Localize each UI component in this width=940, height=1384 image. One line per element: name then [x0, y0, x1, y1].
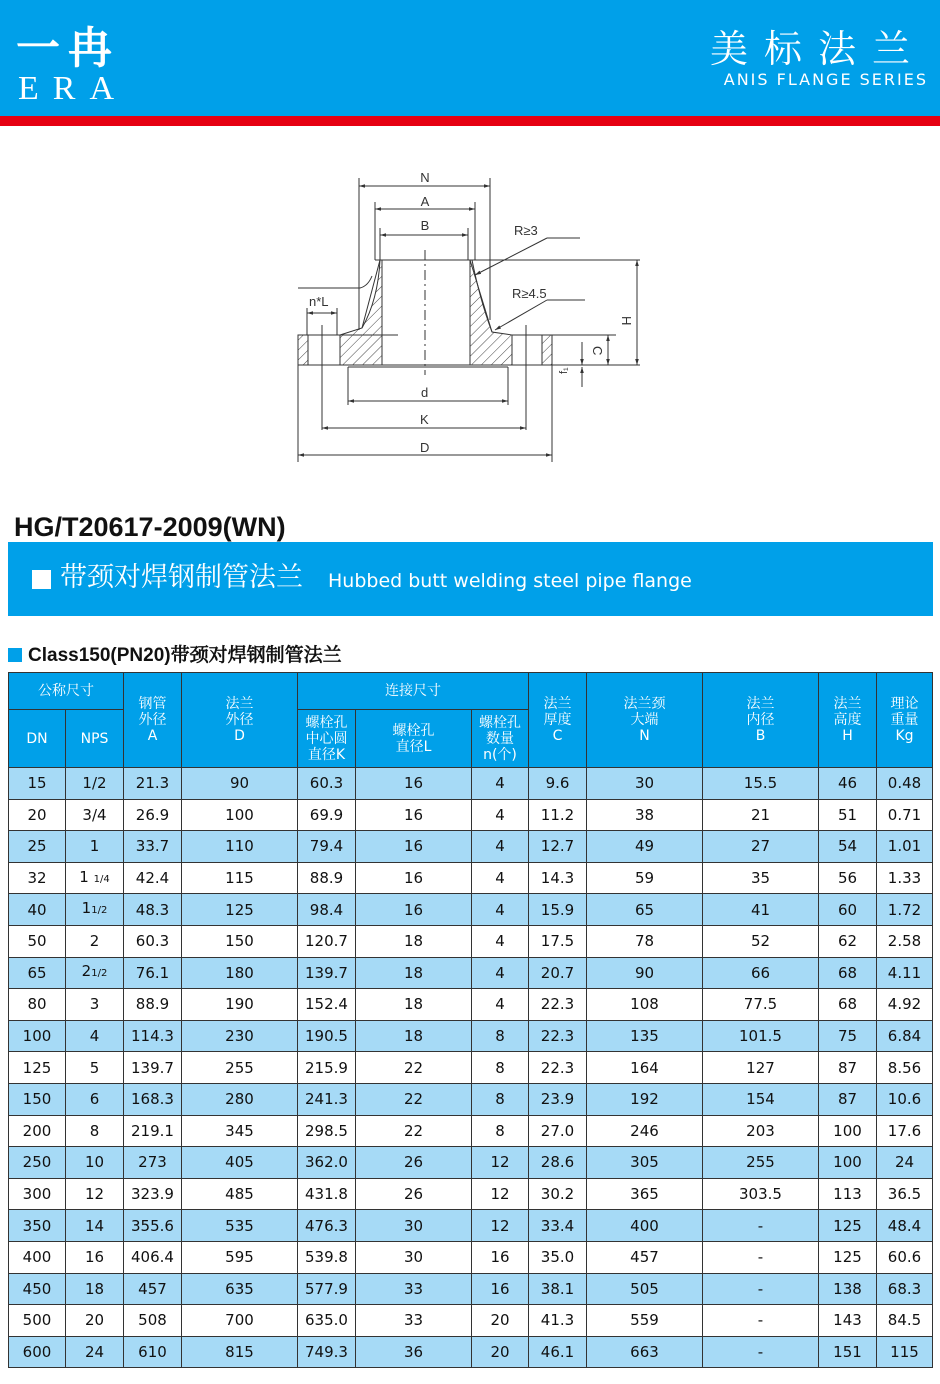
cell-thickness: 15.9 [529, 894, 587, 926]
cell-neck: 505 [587, 1273, 703, 1305]
cell-bolt-circle: 120.7 [298, 925, 356, 957]
table-row [9, 989, 933, 1021]
cell-inner-diameter: 27 [703, 831, 819, 863]
cell-inner-diameter: - [703, 1241, 819, 1273]
cell-dn: 15 [9, 768, 66, 800]
cell-flange-od: 700 [182, 1305, 298, 1337]
cell-bolt-hole: 16 [356, 894, 472, 926]
cell-bolt-count: 16 [472, 1241, 529, 1273]
cell-bolt-circle: 69.9 [298, 799, 356, 831]
cell-height: 46 [819, 768, 877, 800]
cell-flange-od: 115 [182, 862, 298, 894]
label-k: K [420, 412, 429, 427]
cell-weight: 4.11 [877, 957, 933, 989]
cell-height: 138 [819, 1273, 877, 1305]
hatch-left-ring [298, 335, 308, 365]
cell-nps: 14 [66, 1210, 124, 1242]
cell-bolt-circle: 539.8 [298, 1241, 356, 1273]
cell-pipe-od: 168.3 [124, 1083, 182, 1115]
cell-bolt-circle: 577.9 [298, 1273, 356, 1305]
cell-dn: 600 [9, 1336, 66, 1368]
cell-nps: 12 [66, 1178, 124, 1210]
cell-bolt-hole: 30 [356, 1241, 472, 1273]
cell-dn: 400 [9, 1241, 66, 1273]
cell-neck: 78 [587, 925, 703, 957]
cell-thickness: 35.0 [529, 1241, 587, 1273]
cell-pipe-od: 273 [124, 1147, 182, 1179]
cell-bolt-hole: 16 [356, 862, 472, 894]
square-bullet-icon [32, 570, 51, 589]
cell-nps: 10 [66, 1147, 124, 1179]
flange-technical-drawing [280, 160, 660, 470]
cell-height: 113 [819, 1178, 877, 1210]
cell-bolt-hole: 33 [356, 1273, 472, 1305]
header-nominal-size: 公称尺寸 [9, 673, 124, 710]
cell-bolt-count: 4 [472, 957, 529, 989]
cell-pipe-od: 21.3 [124, 768, 182, 800]
cell-weight: 84.5 [877, 1305, 933, 1337]
cell-neck: 90 [587, 957, 703, 989]
cell-dn: 80 [9, 989, 66, 1021]
cell-neck: 65 [587, 894, 703, 926]
cell-inner-diameter: 52 [703, 925, 819, 957]
cell-bolt-circle: 749.3 [298, 1336, 356, 1368]
cell-bolt-count: 12 [472, 1210, 529, 1242]
cell-height: 87 [819, 1083, 877, 1115]
cell-inner-diameter: 303.5 [703, 1178, 819, 1210]
cell-bolt-circle: 362.0 [298, 1147, 356, 1179]
table-row [9, 894, 933, 926]
cell-neck: 365 [587, 1178, 703, 1210]
cell-thickness: 27.0 [529, 1115, 587, 1147]
cell-nps: 24 [66, 1336, 124, 1368]
cell-dn: 200 [9, 1115, 66, 1147]
cell-pipe-od: 76.1 [124, 957, 182, 989]
cell-height: 62 [819, 925, 877, 957]
cell-nps: 3/4 [66, 799, 124, 831]
cell-bolt-count: 20 [472, 1305, 529, 1337]
cell-bolt-count: 8 [472, 1083, 529, 1115]
cell-inner-diameter: 35 [703, 862, 819, 894]
cell-pipe-od: 33.7 [124, 831, 182, 863]
cell-weight: 1.01 [877, 831, 933, 863]
drawing-lines [298, 178, 640, 462]
cell-neck: 305 [587, 1147, 703, 1179]
cell-neck: 559 [587, 1305, 703, 1337]
cell-nps: 4 [66, 1020, 124, 1052]
cell-weight: 115 [877, 1336, 933, 1368]
cell-weight: 36.5 [877, 1178, 933, 1210]
cell-height: 68 [819, 957, 877, 989]
cell-thickness: 22.3 [529, 1052, 587, 1084]
cell-thickness: 46.1 [529, 1336, 587, 1368]
cell-height: 51 [819, 799, 877, 831]
cell-pipe-od: 42.4 [124, 862, 182, 894]
cell-height: 68 [819, 989, 877, 1021]
cell-flange-od: 535 [182, 1210, 298, 1242]
cell-thickness: 9.6 [529, 768, 587, 800]
cell-flange-od: 595 [182, 1241, 298, 1273]
cell-bolt-circle: 635.0 [298, 1305, 356, 1337]
cell-bolt-count: 4 [472, 989, 529, 1021]
cell-thickness: 41.3 [529, 1305, 587, 1337]
cell-dn: 300 [9, 1178, 66, 1210]
table-row [9, 831, 933, 863]
cell-neck: 49 [587, 831, 703, 863]
cell-height: 151 [819, 1336, 877, 1368]
cell-weight: 8.56 [877, 1052, 933, 1084]
cell-bolt-hole: 18 [356, 989, 472, 1021]
label-f1: f₁ [558, 367, 570, 374]
cell-bolt-count: 8 [472, 1052, 529, 1084]
cell-height: 100 [819, 1147, 877, 1179]
cell-bolt-hole: 18 [356, 957, 472, 989]
header-weight: 理论 重量 Kg [877, 673, 933, 768]
cell-flange-od: 110 [182, 831, 298, 863]
cell-flange-od: 345 [182, 1115, 298, 1147]
cell-bolt-circle: 298.5 [298, 1115, 356, 1147]
cell-dn: 65 [9, 957, 66, 989]
header-connection-size: 连接尺寸 [298, 673, 529, 710]
cell-weight: 0.48 [877, 768, 933, 800]
label-a: A [420, 194, 430, 209]
header-pipe-od: 钢管 外径 A [124, 673, 182, 768]
hatch-right-ring [542, 335, 552, 365]
cell-thickness: 33.4 [529, 1210, 587, 1242]
cell-bolt-count: 12 [472, 1178, 529, 1210]
table-row [9, 1336, 933, 1368]
cell-bolt-hole: 16 [356, 831, 472, 863]
cell-inner-diameter: 21 [703, 799, 819, 831]
cell-bolt-hole: 22 [356, 1052, 472, 1084]
cell-weight: 2.58 [877, 925, 933, 957]
cell-height: 125 [819, 1210, 877, 1242]
cell-bolt-hole: 30 [356, 1210, 472, 1242]
header-bar [0, 0, 940, 116]
cell-inner-diameter: - [703, 1305, 819, 1337]
banner-title-chinese: 带颈对焊钢制管法兰 [60, 562, 303, 593]
cell-pipe-od: 114.3 [124, 1020, 182, 1052]
cell-height: 100 [819, 1115, 877, 1147]
cell-bolt-count: 20 [472, 1336, 529, 1368]
header-flange-height: 法兰 高度 H [819, 673, 877, 768]
header-divider [0, 116, 940, 126]
cell-bolt-count: 8 [472, 1115, 529, 1147]
cell-thickness: 28.6 [529, 1147, 587, 1179]
table-body [9, 768, 933, 1368]
table-row [9, 1210, 933, 1242]
cell-pipe-od: 406.4 [124, 1241, 182, 1273]
cell-height: 143 [819, 1305, 877, 1337]
cell-dn: 40 [9, 894, 66, 926]
cell-thickness: 23.9 [529, 1083, 587, 1115]
cell-neck: 246 [587, 1115, 703, 1147]
cell-pipe-od: 88.9 [124, 989, 182, 1021]
cell-inner-diameter: 66 [703, 957, 819, 989]
cell-neck: 192 [587, 1083, 703, 1115]
cell-neck: 30 [587, 768, 703, 800]
label-n: N [420, 170, 430, 185]
standard-title: HG/T20617-2009(WN) [14, 512, 286, 542]
cell-neck: 38 [587, 799, 703, 831]
label-h: H [619, 316, 634, 326]
cell-nps: 21/2 [66, 957, 124, 989]
label-r45: R≥4.5 [512, 286, 547, 301]
cell-thickness: 22.3 [529, 989, 587, 1021]
cell-nps: 16 [66, 1241, 124, 1273]
cell-dn: 100 [9, 1020, 66, 1052]
cell-pipe-od: 26.9 [124, 799, 182, 831]
cell-inner-diameter: 41 [703, 894, 819, 926]
cell-neck: 663 [587, 1336, 703, 1368]
cell-flange-od: 255 [182, 1052, 298, 1084]
cell-flange-od: 100 [182, 799, 298, 831]
cell-pipe-od: 610 [124, 1336, 182, 1368]
cell-weight: 10.6 [877, 1083, 933, 1115]
table-row [9, 1273, 933, 1305]
cell-pipe-od: 139.7 [124, 1052, 182, 1084]
cell-flange-od: 180 [182, 957, 298, 989]
table-row [9, 957, 933, 989]
cell-neck: 457 [587, 1241, 703, 1273]
cell-thickness: 30.2 [529, 1178, 587, 1210]
cell-inner-diameter: - [703, 1210, 819, 1242]
cell-nps: 11/2 [66, 894, 124, 926]
cell-weight: 1.33 [877, 862, 933, 894]
cell-nps: 1 [66, 831, 124, 863]
cell-flange-od: 230 [182, 1020, 298, 1052]
cell-neck: 400 [587, 1210, 703, 1242]
table-row [9, 1083, 933, 1115]
cell-weight: 6.84 [877, 1020, 933, 1052]
cell-thickness: 11.2 [529, 799, 587, 831]
cell-bolt-count: 4 [472, 799, 529, 831]
header-dn: DN [9, 710, 66, 768]
cell-inner-diameter: - [703, 1336, 819, 1368]
cell-bolt-count: 4 [472, 925, 529, 957]
cell-weight: 24 [877, 1147, 933, 1179]
cell-bolt-hole: 36 [356, 1336, 472, 1368]
table-row [9, 768, 933, 800]
cell-weight: 60.6 [877, 1241, 933, 1273]
cell-bolt-circle: 190.5 [298, 1020, 356, 1052]
cell-thickness: 14.3 [529, 862, 587, 894]
label-r3: R≥3 [514, 223, 538, 238]
label-d-small: d [421, 385, 429, 400]
header-flange-od: 法兰 外径 D [182, 673, 298, 768]
table-row [9, 1052, 933, 1084]
header-bolt-hole-diameter: 螺栓孔 直径L [356, 710, 472, 768]
cell-pipe-od: 48.3 [124, 894, 182, 926]
section-banner [8, 542, 933, 616]
cell-bolt-hole: 22 [356, 1083, 472, 1115]
cell-dn: 20 [9, 799, 66, 831]
cell-nps: 18 [66, 1273, 124, 1305]
cell-bolt-count: 4 [472, 862, 529, 894]
cell-bolt-circle: 215.9 [298, 1052, 356, 1084]
cell-height: 60 [819, 894, 877, 926]
cell-thickness: 20.7 [529, 957, 587, 989]
cell-bolt-hole: 26 [356, 1147, 472, 1179]
cell-weight: 48.4 [877, 1210, 933, 1242]
cell-bolt-circle: 431.8 [298, 1178, 356, 1210]
cell-pipe-od: 355.6 [124, 1210, 182, 1242]
cell-bolt-hole: 16 [356, 768, 472, 800]
hatch-right-hub [470, 260, 512, 365]
cell-dn: 32 [9, 862, 66, 894]
cell-pipe-od: 508 [124, 1305, 182, 1337]
cell-bolt-circle: 139.7 [298, 957, 356, 989]
cell-inner-diameter: - [703, 1273, 819, 1305]
cell-bolt-hole: 16 [356, 799, 472, 831]
cell-bolt-count: 16 [472, 1273, 529, 1305]
table-row [9, 1178, 933, 1210]
cell-nps: 20 [66, 1305, 124, 1337]
square-bullet-icon [8, 648, 22, 662]
cell-bolt-circle: 476.3 [298, 1210, 356, 1242]
cell-nps: 2 [66, 925, 124, 957]
label-c: C [590, 346, 605, 356]
flange-spec-table [8, 672, 933, 1368]
cell-dn: 250 [9, 1147, 66, 1179]
cell-nps: 6 [66, 1083, 124, 1115]
logo-english: ERA [18, 70, 128, 107]
cell-flange-od: 635 [182, 1273, 298, 1305]
table-row [9, 925, 933, 957]
cell-bolt-hole: 18 [356, 925, 472, 957]
series-title-english: ANIS FLANGE SERIES [723, 70, 928, 89]
cell-dn: 125 [9, 1052, 66, 1084]
cell-bolt-circle: 241.3 [298, 1083, 356, 1115]
label-nl: n*L [309, 294, 329, 309]
cell-height: 87 [819, 1052, 877, 1084]
cell-nps: 1/2 [66, 768, 124, 800]
cell-bolt-circle: 98.4 [298, 894, 356, 926]
cell-bolt-count: 4 [472, 831, 529, 863]
table-row [9, 799, 933, 831]
cell-flange-od: 190 [182, 989, 298, 1021]
cell-height: 75 [819, 1020, 877, 1052]
series-title-chinese: 美标法兰 [709, 27, 926, 71]
cell-flange-od: 485 [182, 1178, 298, 1210]
cell-dn: 450 [9, 1273, 66, 1305]
cell-bolt-hole: 33 [356, 1305, 472, 1337]
cell-bolt-hole: 22 [356, 1115, 472, 1147]
cell-height: 54 [819, 831, 877, 863]
cell-inner-diameter: 255 [703, 1147, 819, 1179]
cell-bolt-circle: 79.4 [298, 831, 356, 863]
cell-neck: 135 [587, 1020, 703, 1052]
cell-flange-od: 150 [182, 925, 298, 957]
header-inner-diameter: 法兰 内径 B [703, 673, 819, 768]
cell-bolt-circle: 152.4 [298, 989, 356, 1021]
cell-pipe-od: 60.3 [124, 925, 182, 957]
cell-inner-diameter: 101.5 [703, 1020, 819, 1052]
cell-pipe-od: 457 [124, 1273, 182, 1305]
cell-bolt-count: 12 [472, 1147, 529, 1179]
header-bolt-circle: 螺栓孔 中心圆 直径K [298, 710, 356, 768]
table-row [9, 1020, 933, 1052]
cell-bolt-count: 8 [472, 1020, 529, 1052]
header-neck-diameter: 法兰颈 大端 N [587, 673, 703, 768]
cell-nps: 3 [66, 989, 124, 1021]
header-flange-thickness: 法兰 厚度 C [529, 673, 587, 768]
cell-flange-od: 405 [182, 1147, 298, 1179]
cell-bolt-count: 4 [472, 768, 529, 800]
banner-title-english: Hubbed butt welding steel pipe flange [328, 570, 692, 592]
cell-inner-diameter: 77.5 [703, 989, 819, 1021]
cell-pipe-od: 323.9 [124, 1178, 182, 1210]
cell-dn: 500 [9, 1305, 66, 1337]
header-nps: NPS [66, 710, 124, 768]
cell-nps: 8 [66, 1115, 124, 1147]
cell-inner-diameter: 15.5 [703, 768, 819, 800]
cell-flange-od: 90 [182, 768, 298, 800]
header-bolt-count: 螺栓孔 数量 n(个) [472, 710, 529, 768]
cell-bolt-hole: 18 [356, 1020, 472, 1052]
cell-height: 56 [819, 862, 877, 894]
table-title-text: Class150(PN20)带颈对焊钢制管法兰 [28, 645, 342, 666]
cell-height: 125 [819, 1241, 877, 1273]
cell-neck: 59 [587, 862, 703, 894]
cell-dn: 50 [9, 925, 66, 957]
cell-inner-diameter: 203 [703, 1115, 819, 1147]
label-b: B [420, 218, 430, 233]
cell-bolt-circle: 88.9 [298, 862, 356, 894]
cell-weight: 0.71 [877, 799, 933, 831]
cell-dn: 25 [9, 831, 66, 863]
table-row [9, 1147, 933, 1179]
cell-weight: 68.3 [877, 1273, 933, 1305]
cell-weight: 1.72 [877, 894, 933, 926]
cell-dn: 150 [9, 1083, 66, 1115]
cell-thickness: 22.3 [529, 1020, 587, 1052]
cell-weight: 17.6 [877, 1115, 933, 1147]
cell-thickness: 17.5 [529, 925, 587, 957]
table-row [9, 1305, 933, 1337]
cell-bolt-count: 4 [472, 894, 529, 926]
cell-inner-diameter: 127 [703, 1052, 819, 1084]
cell-thickness: 12.7 [529, 831, 587, 863]
cell-bolt-hole: 26 [356, 1178, 472, 1210]
cell-flange-od: 280 [182, 1083, 298, 1115]
cell-pipe-od: 219.1 [124, 1115, 182, 1147]
cell-flange-od: 125 [182, 894, 298, 926]
cell-nps: 1 1/4 [66, 862, 124, 894]
cell-dn: 350 [9, 1210, 66, 1242]
cell-bolt-circle: 60.3 [298, 768, 356, 800]
cell-weight: 4.92 [877, 989, 933, 1021]
table-row [9, 1241, 933, 1273]
table-row [9, 862, 933, 894]
cell-nps: 5 [66, 1052, 124, 1084]
logo-chinese: 一冉 [16, 23, 120, 74]
cell-thickness: 38.1 [529, 1273, 587, 1305]
table-row [9, 1115, 933, 1147]
cell-inner-diameter: 154 [703, 1083, 819, 1115]
cell-neck: 108 [587, 989, 703, 1021]
cell-neck: 164 [587, 1052, 703, 1084]
label-d: D [420, 440, 430, 455]
cell-flange-od: 815 [182, 1336, 298, 1368]
